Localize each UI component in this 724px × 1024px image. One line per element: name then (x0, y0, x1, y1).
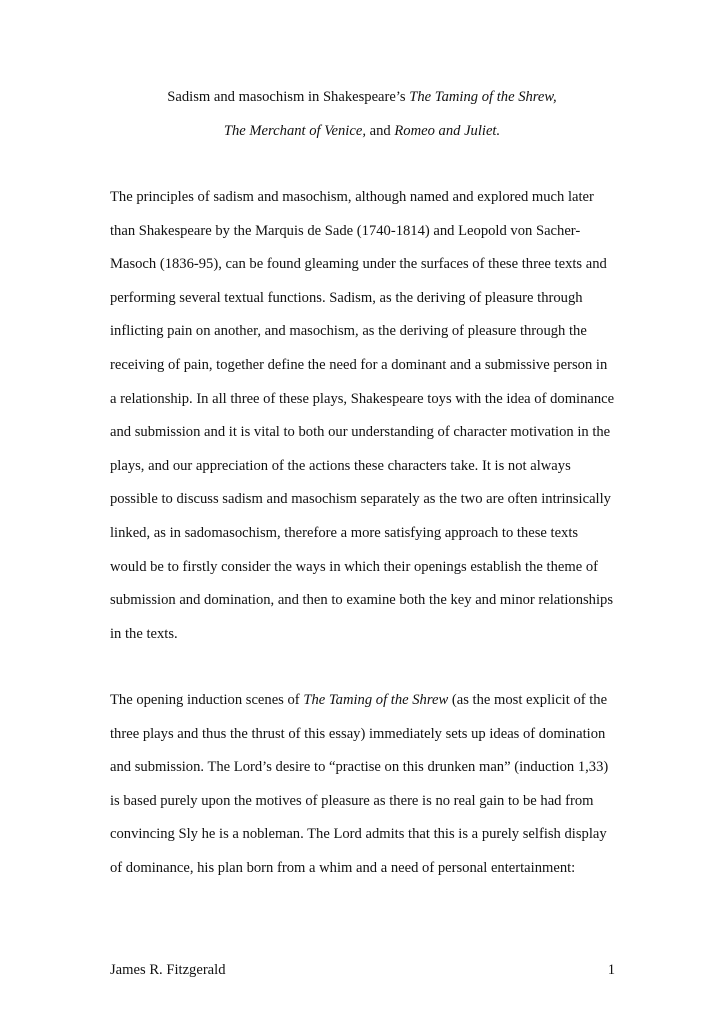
paragraph-line: performing several textual functions. Sadism, as the deriving of pleasure through (110, 289, 583, 306)
paragraph-text: The opening induction scenes of (110, 692, 304, 708)
footer-author: James R. Fitzgerald (110, 962, 226, 978)
paragraph-line: convincing Sly he is a nobleman. The Lord admits that this is a purely selfish display (110, 826, 607, 843)
paragraph-line: linked, as in sadomasochism, therefore a more satisfying approach to these texts (110, 524, 579, 541)
title-line-1 (0, 87, 724, 107)
play-title-italic: The Taming of the Shrew (303, 692, 449, 708)
title-italic-romeo: Romeo and Juliet. (394, 123, 501, 139)
title-text: Sadism and masochism in Shakespeare’s (167, 89, 410, 105)
paragraph-line: three plays and thus the thrust of this essay) immediately sets up ideas of domination (110, 725, 606, 742)
paragraph-2 (110, 684, 620, 886)
paragraph-line: The principles of sadism and masochism, although named and explored much later (110, 189, 594, 205)
paragraph-line: and submission and it is vital to both our understanding of character motivation in the (110, 424, 611, 441)
paragraph-line: and submission. The Lord’s desire to “practise on this drunken man” (induction 1,33) (110, 759, 609, 776)
paragraph-text: (as the most explicit of the (448, 692, 608, 708)
paragraph-line: in the texts. (110, 625, 178, 642)
paragraph-line: possible to discuss sadism and masochism separately as the two are often intrinsically (110, 491, 611, 508)
paragraph-line: receiving of pain, together define the need for a dominant and a submissive person in (110, 356, 608, 373)
paragraph-line: plays, and our appreciation of the actions these characters take. It is not always (110, 457, 571, 474)
paragraph-line: submission and domination, and then to examine both the key and minor relationships (110, 592, 613, 609)
paragraph-line: inflicting pain on another, and masochism, as the deriving of pleasure through the (110, 323, 587, 340)
title-line-2 (0, 121, 724, 141)
title-text-and: and (365, 123, 395, 139)
paragraph-line: a relationship. In all three of these plays, Shakespeare toys with the idea of dominance (110, 390, 615, 407)
paragraph-line: than Shakespeare by the Marquis de Sade (1740-1814) and Leopold von Sacher- (110, 222, 581, 239)
paragraph-line: Masoch (1836-95), can be found gleaming under the surfaces of these three texts and (110, 256, 607, 273)
paragraph-1 (110, 181, 620, 651)
paragraph-line: of dominance, his plan born from a whim and a need of personal entertainment: (110, 859, 576, 876)
page-number: 1 (607, 962, 615, 978)
paragraph-line: would be to firstly consider the ways in which their openings establish the theme of (110, 558, 598, 575)
paragraph-line: is based purely upon the motives of pleasure as there is no real gain to be had from (110, 792, 594, 809)
paragraph-line (110, 684, 620, 718)
title-italic-merchant: The Merchant of Venice, (223, 123, 366, 139)
title-italic-taming: The Taming of the Shrew, (409, 89, 557, 105)
